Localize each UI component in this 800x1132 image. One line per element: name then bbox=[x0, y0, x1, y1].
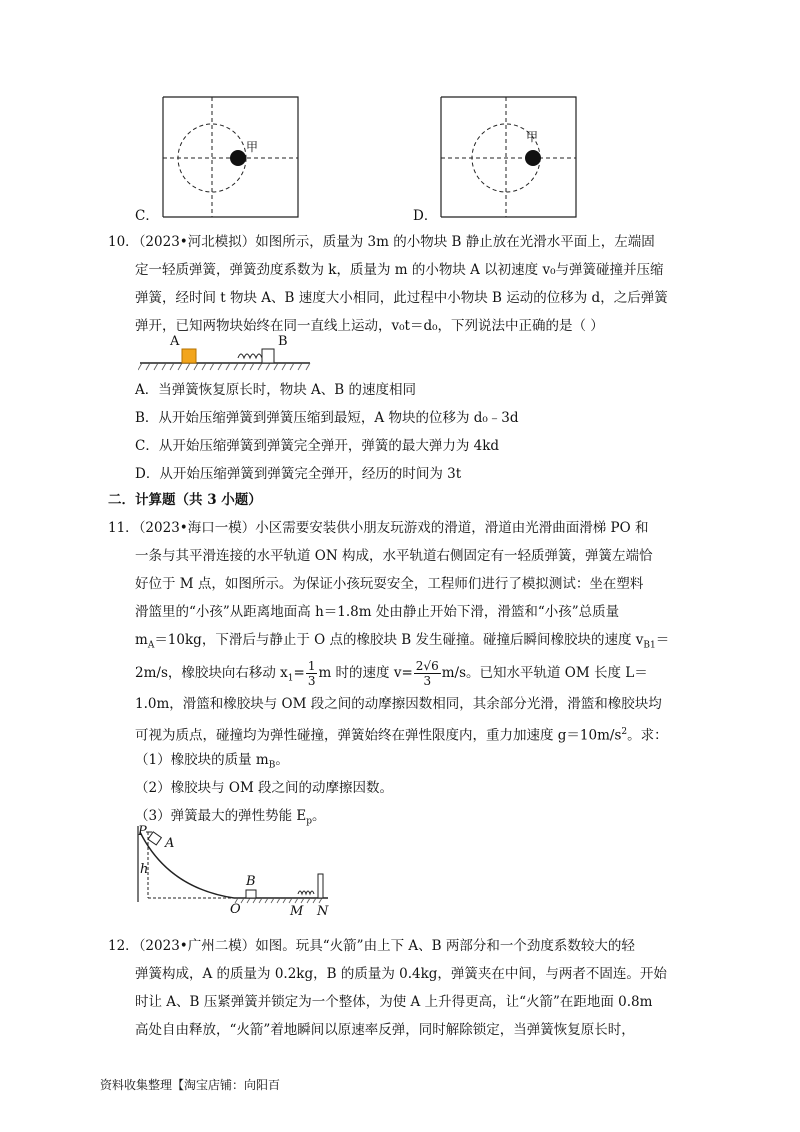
q11-number: 11． bbox=[108, 520, 139, 536]
spring bbox=[238, 354, 262, 358]
q12-number: 12． bbox=[108, 938, 139, 954]
q10-fig-label-b: B bbox=[278, 334, 288, 349]
q10-source: （2023•河北模拟） bbox=[138, 234, 256, 250]
q10-option-c: C．从开始压缩弹簧到弹簧完全弹开，弹簧的最大弹力为 4kd bbox=[135, 438, 500, 454]
q11-fig-n: N bbox=[317, 904, 329, 919]
figure-d-ball-label: 甲 bbox=[526, 130, 539, 144]
q11-fig-p: P bbox=[138, 824, 147, 839]
q11-line6: 2m/s，橡胶块向右移动 $x_1=$ $\frac{1}{3}$ m 时的速度 v= $\frac{2√6}{3}$ m/s。已知水平轨道 OM 长度 L＝ bbox=[135, 659, 648, 688]
q11-fig-o: O bbox=[230, 902, 241, 917]
block-a bbox=[182, 349, 196, 363]
q11-sub1: （1）橡胶块的质量 $m_B$。 bbox=[135, 752, 289, 771]
q11-source: （2023•海口一模） bbox=[138, 520, 256, 536]
q10-figure bbox=[138, 338, 318, 372]
option-d-label: D． bbox=[413, 208, 438, 224]
q12-text-1: 如图。玩具“火箭”由上下 A、B 两部分和一个劲度系数较大的轻 bbox=[255, 938, 635, 954]
q11-fig-a: A bbox=[165, 836, 175, 851]
q11-fig-b: B bbox=[246, 874, 256, 889]
q11-sub2: （2）橡胶块与 OM 段之间的动摩擦因数。 bbox=[135, 780, 394, 796]
q11-line3: 好位于 M 点，如图所示。为保证小孩玩耍安全，工程师们进行了模拟测试：坐在塑料 bbox=[135, 576, 644, 592]
spring-q11 bbox=[298, 891, 314, 894]
q11-line5: $m_A=10kg$，下滑后与静止于 O 点的橡胶块 B 发生碰撞。碰撞后瞬间橡胶块的速度 $v_{B1}=$ bbox=[135, 632, 670, 651]
ball-d bbox=[525, 150, 541, 166]
q10-line3: 弹簧，经时间 t 物块 A、B 速度大小相同，此过程中小物块 B 运动的位移为 d，之后弹簧 bbox=[135, 290, 668, 306]
fraction-one-third: $\frac{1}{3}$ bbox=[307, 659, 316, 688]
q11-text-1: 小区需要安装供小朋友玩游戏的滑道，滑道由光滑曲面滑梯 PO 和 bbox=[255, 520, 649, 536]
q12-line4: 高处自由释放，“火箭”着地瞬间以原速率反弹，同时解除锁定，当弹簧恢复原长时， bbox=[135, 1022, 635, 1038]
fraction-two-root-six-thirds: $\frac{2√6}{3}$ bbox=[415, 659, 439, 688]
q10-option-b: B．从开始压缩弹簧到弹簧压缩到最短，A 物块的位移为 d₀﹣3d bbox=[135, 410, 519, 426]
q11-line2: 一条与其平滑连接的水平轨道 ON 构成，水平轨道右侧固定有一轻质弹簧，弹簧左端恰 bbox=[135, 548, 653, 564]
q11-fig-m: M bbox=[290, 904, 304, 919]
q11-fig-h: h bbox=[140, 862, 149, 877]
q12-line2: 弹簧构成，A 的质量为 0.2kg，B 的质量为 0.4kg，弹簧夹在中间，与两者不固连。开始 bbox=[135, 966, 667, 982]
q11-line8: 可视为质点，碰撞均为弹性碰撞，弹簧始终在弹性限度内，重力加速度 $g=10m/s^2$。求： bbox=[135, 727, 668, 744]
q11-line4: 滑篮里的“小孩”从距离地面高 h＝1.8m 处由静止开始下滑，滑篮和“小孩”总质量 bbox=[135, 604, 620, 620]
q10-number: 10． bbox=[108, 234, 139, 250]
q10-line1 bbox=[108, 232, 655, 252]
q10-line2: 定一轻质弹簧，弹簧劲度系数为 k，质量为 m 的小物块 A 以初速度 v₀与弹簧碰撞并压缩 bbox=[135, 262, 664, 278]
q11-line1 bbox=[108, 518, 649, 538]
q12-line3: 时让 A、B 压紧弹簧并锁定为一个整体，为使 A 上升得更高，让“火箭”在距地面 0.8m bbox=[135, 994, 653, 1010]
block-b bbox=[262, 349, 274, 363]
figure-c bbox=[150, 92, 310, 222]
q10-option-d: D．从开始压缩弹簧到弹簧完全弹开，经历的时间为 3t bbox=[135, 466, 462, 482]
q10-line4: 弹开，已知两物块始终在同一直线上运动，v₀t＝d₀，下列说法中正确的是（ ） bbox=[135, 318, 604, 334]
q12-line1 bbox=[108, 936, 635, 956]
q10-fig-label-a: A bbox=[170, 334, 180, 349]
basket-a bbox=[148, 832, 161, 845]
q10-text-1: 如图所示，质量为 3m 的小物块 B 静止放在光滑水平面上，左端固 bbox=[255, 234, 655, 250]
q12-source: （2023•广州二模） bbox=[138, 938, 256, 954]
rubber-block-b bbox=[246, 890, 256, 898]
figure-d bbox=[428, 92, 588, 222]
option-c-label: C． bbox=[135, 208, 159, 224]
wall-n bbox=[318, 874, 323, 898]
page-footer: 资料收集整理【淘宝店铺：向阳百 bbox=[100, 1078, 281, 1092]
q11-line7: 1.0m，滑篮和橡胶块与 OM 段之间的动摩擦因数相同，其余部分光滑，滑篮和橡胶块均 bbox=[135, 696, 662, 712]
ball-c bbox=[230, 150, 246, 166]
q11-sub3: （3）弹簧最大的弹性势能 $E_p$。 bbox=[135, 808, 326, 827]
q10-option-a: A．当弹簧恢复原长时，物块 A、B 的速度相同 bbox=[135, 382, 417, 398]
section-2-title: 二．计算题（共 3 小题） bbox=[108, 492, 262, 508]
figure-c-ball-label: 甲 bbox=[246, 140, 259, 154]
